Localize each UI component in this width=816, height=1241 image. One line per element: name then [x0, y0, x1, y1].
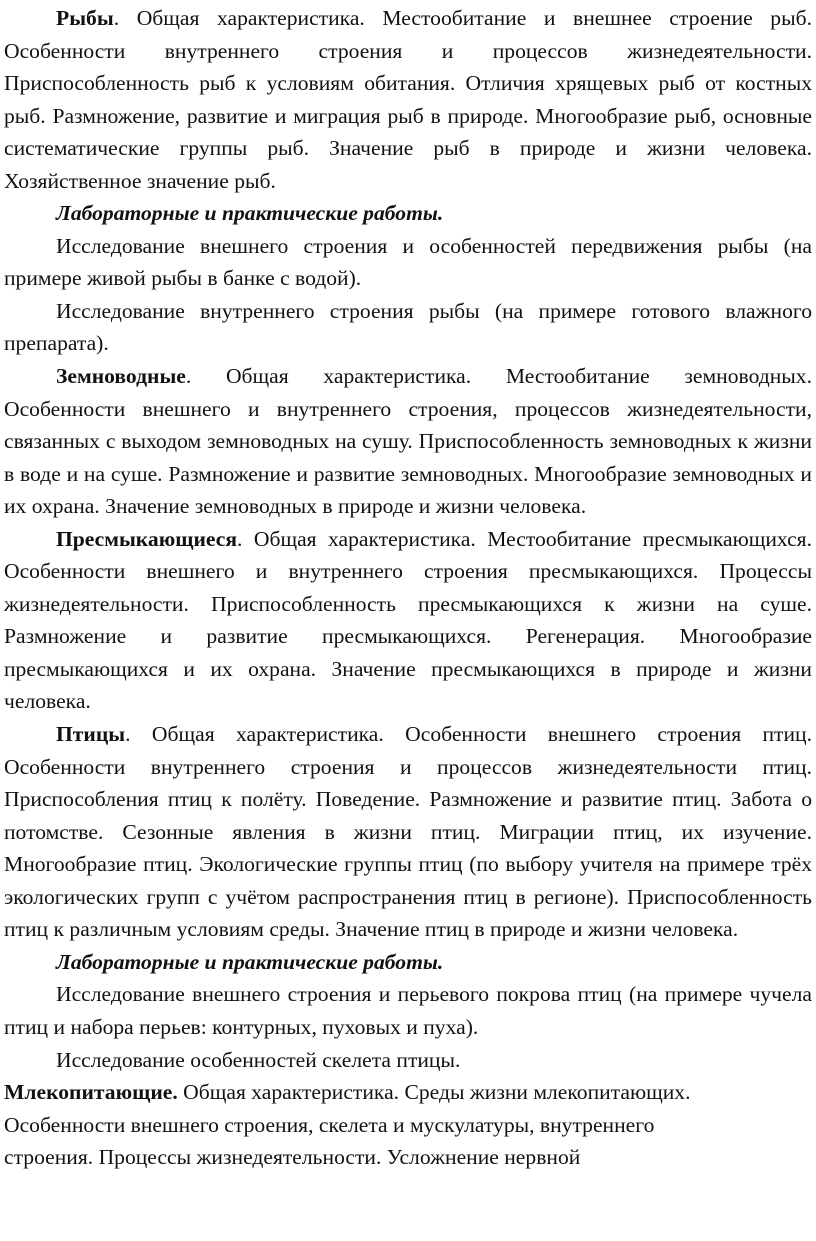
reptiles-text: . Общая характеристика. Местообитание пресмыкающихся. Особенности внешнего и внутреннего строения пресмыкающихся. Процессы жизнедеятельности. Приспособленность пресмыкающихся к жизни на суше. Размножение и развитие пресмыкающихся. Регенерация. Многообразие пресмыкающихся и их охрана. Значение пресмыкающихся в природе и жизни человека. — [4, 526, 812, 714]
mammals-line-2: Особенности внешнего строения, скелета и мускулатуры, внутреннего — [4, 1112, 655, 1137]
fish-heading: Рыбы — [56, 6, 114, 30]
mammals-line-3: строения. Процессы жизнедеятельности. Усложнение нервной — [4, 1145, 581, 1170]
mammals-heading: Млекопитающие. — [4, 1080, 178, 1105]
birds-lab-item-2: Исследование особенностей скелета птицы. — [56, 1047, 461, 1072]
fish-lab-item-2: Исследование внутреннего строения рыбы (на примере готового влажного препарата). — [4, 298, 812, 356]
reptiles-heading: Пресмыкающиеся — [56, 526, 238, 551]
fish-lab-title: Лабораторные и практические работы. — [56, 201, 444, 226]
mammals-line-1: Общая характеристика. Среды жизни млекопитающих. — [177, 1080, 691, 1105]
birds-heading: Птицы — [56, 722, 126, 747]
amphibians-text: . Общая характеристика. Местообитание земноводных. Особенности внешнего и внутреннего строения, процессов жизнедеятельности, связанных с выходом земноводных на сушу. Приспособленность земноводных к жизни в воде и на суше. Размножение и развитие земноводных. Многообразие земноводных и их охрана. Значение земноводных в природе и жизни человека. — [4, 364, 812, 519]
birds-paragraph — [4, 718, 812, 946]
reptiles-paragraph — [4, 523, 812, 718]
amphibians-heading: Земноводные — [56, 364, 186, 389]
fish-text: . Общая характеристика. Местообитание и внешнее строение рыб. Особенности внутреннего строения и процессов жизнедеятельности. Приспособленность рыб к условиям обитания. Отличия хрящевых рыб от костных рыб. Размножение, развитие и миграция рыб в природе. Многообразие рыб, основные систематические группы рыб. Значение рыб в природе и жизни человека. Хозяйственное значение рыб. — [4, 6, 812, 193]
birds-text: . Общая характеристика. Особенности внешнего строения птиц. Особенности внутреннего строения и процессов жизнедеятельности птиц. Приспособления птиц к полёту. Поведение. Размножение и развитие птиц. Забота о потомстве. Сезонные явления в жизни птиц. Миграции птиц, их изучение. Многообразие птиц. Экологические группы птиц (по выбору учителя на примере трёх экологических групп с учётом распространения птиц в регионе). Приспособленность птиц к различным условиям среды. Значение птиц в природе и жизни человека. — [4, 722, 812, 942]
fish-paragraph — [4, 2, 812, 197]
birds-lab-title: Лабораторные и практические работы. — [56, 949, 444, 974]
document-page — [4, 2, 812, 1174]
amphibians-paragraph — [4, 360, 812, 523]
fish-lab-item-1: Исследование внешнего строения и особенностей передвижения рыбы (на примере живой рыбы в банке с водой). — [4, 233, 812, 291]
mammals-paragraph — [4, 1076, 812, 1174]
birds-lab-item-1: Исследование внешнего строения и перьевого покрова птиц (на примере чучела птиц и набора перьев: контурных, пуховых и пуха). — [4, 982, 812, 1039]
